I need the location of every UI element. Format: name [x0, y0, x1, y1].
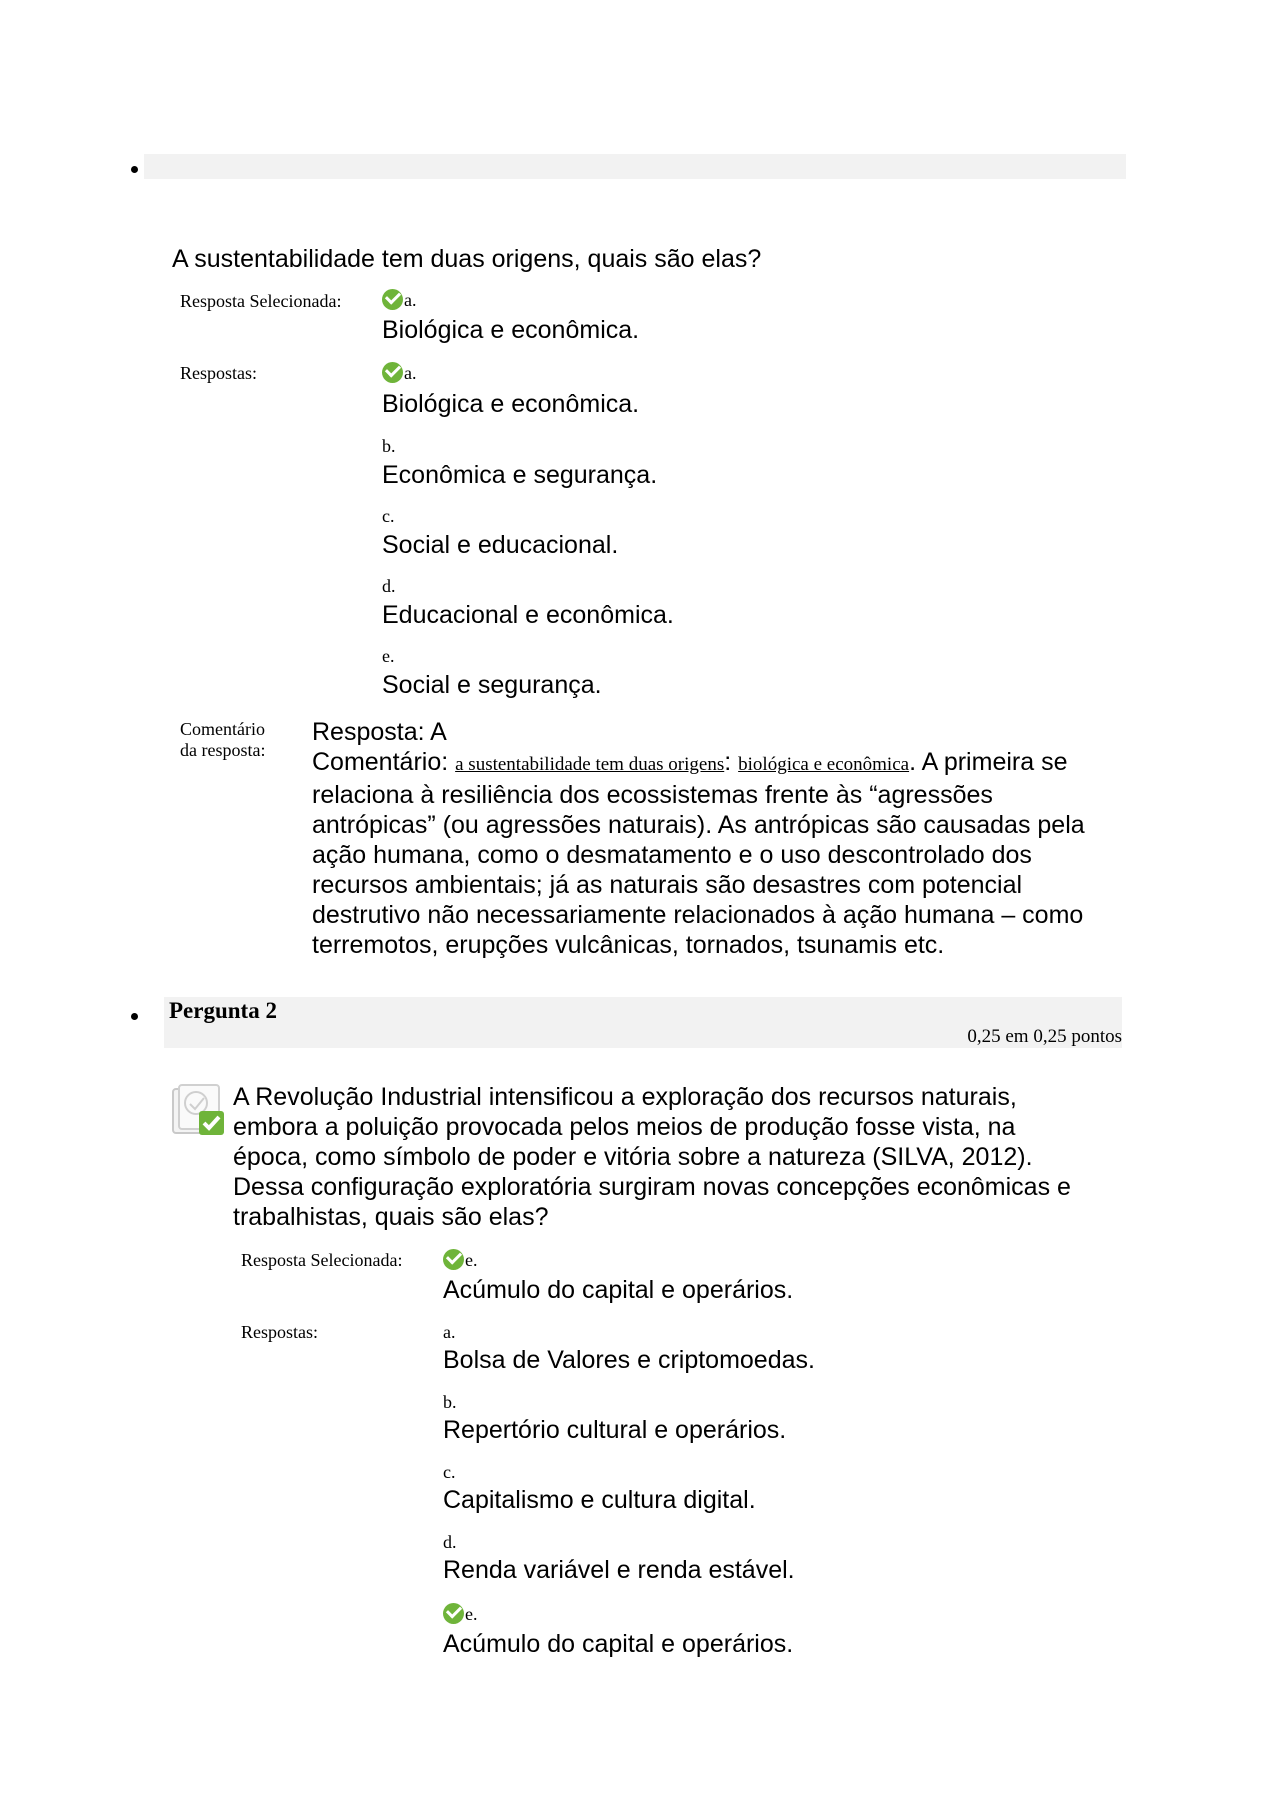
- correct-check-icon: [382, 289, 403, 310]
- answer-comment: [312, 717, 1092, 960]
- option-text: Acúmulo do capital e operários.: [443, 1630, 794, 1658]
- question-title: Pergunta 2: [169, 998, 277, 1023]
- list-bullet: [131, 166, 138, 173]
- option-letter: b.: [382, 436, 396, 456]
- option-letter: b.: [443, 1392, 457, 1412]
- option-text: Social e segurança.: [382, 671, 602, 699]
- option-letter: d.: [443, 1532, 457, 1552]
- option-text: Educacional e econômica.: [382, 601, 674, 629]
- option-text: Social e educacional.: [382, 531, 619, 559]
- list-bullet: [131, 1013, 138, 1020]
- option-letter: a.: [382, 362, 417, 383]
- option-text: Capitalismo e cultura digital.: [443, 1486, 756, 1514]
- comment-label: Comentário da resposta:: [180, 719, 266, 760]
- question-text: A sustentabilidade tem duas origens, quais são elas?: [172, 245, 762, 273]
- option-letter: d.: [382, 576, 396, 596]
- option-letter: c.: [382, 506, 395, 526]
- comment-link-origins: a sustentabilidade tem duas origens: [455, 754, 725, 775]
- question-score: 0,25 em 0,25 pontos: [967, 1026, 1122, 1047]
- option-letter: e.: [382, 646, 395, 666]
- graded-question-icon: [170, 1083, 226, 1139]
- selected-answer-label: Resposta Selecionada:: [241, 1250, 403, 1270]
- comment-answer: Resposta: A: [312, 718, 447, 746]
- option-text: Econômica e segurança.: [382, 461, 658, 489]
- answers-label: Respostas:: [180, 363, 258, 383]
- correct-check-icon: [443, 1603, 464, 1624]
- question-header-bar: [144, 154, 1126, 179]
- correct-check-icon: [443, 1249, 464, 1270]
- option-text: Biológica e econômica.: [382, 390, 640, 418]
- option-text: Bolsa de Valores e criptomoedas.: [443, 1346, 815, 1374]
- selected-answer-text: Biológica e econômica.: [382, 316, 640, 344]
- option-text: Renda variável e renda estável.: [443, 1556, 795, 1584]
- selected-answer-letter: a.: [382, 289, 417, 310]
- comment-text: Comentário: a sustentabilidade tem duas origens: biológica e econômica. A primeira se relaciona à resiliência dos ecossistemas frente às “agressões antrópicas” (ou agressões naturais). As antrópicas são causadas pela ação humana, como o desmatamento e o uso descontrolado dos recursos ambientais; já as naturais são desastres com potencial destrutivo não necessariamente relacionados à ação humana – como terremotos, erupções vulcânicas, tornados, tsunamis etc.: [312, 748, 1085, 959]
- answers-label: Respostas:: [241, 1322, 319, 1342]
- option-letter: a.: [443, 1322, 456, 1342]
- selected-answer-text: Acúmulo do capital e operários.: [443, 1276, 794, 1304]
- option-letter: e.: [443, 1603, 478, 1624]
- question-text: A Revolução Industrial intensificou a exploração dos recursos naturais, embora a poluição provocada pelos meios de produção fosse vista, na época, como símbolo de poder e vitória sobre a natureza (SILVA, 2012). Dessa configuração exploratória surgiram novas concepções econômicas e trabalhistas, quais são elas?: [233, 1083, 1071, 1231]
- correct-check-icon: [382, 362, 403, 383]
- selected-answer-letter: e.: [443, 1249, 478, 1270]
- option-letter: c.: [443, 1462, 456, 1482]
- selected-answer-label: Resposta Selecionada:: [180, 291, 342, 311]
- comment-link-types: biológica e econômica: [738, 754, 910, 775]
- option-text: Repertório cultural e operários.: [443, 1416, 787, 1444]
